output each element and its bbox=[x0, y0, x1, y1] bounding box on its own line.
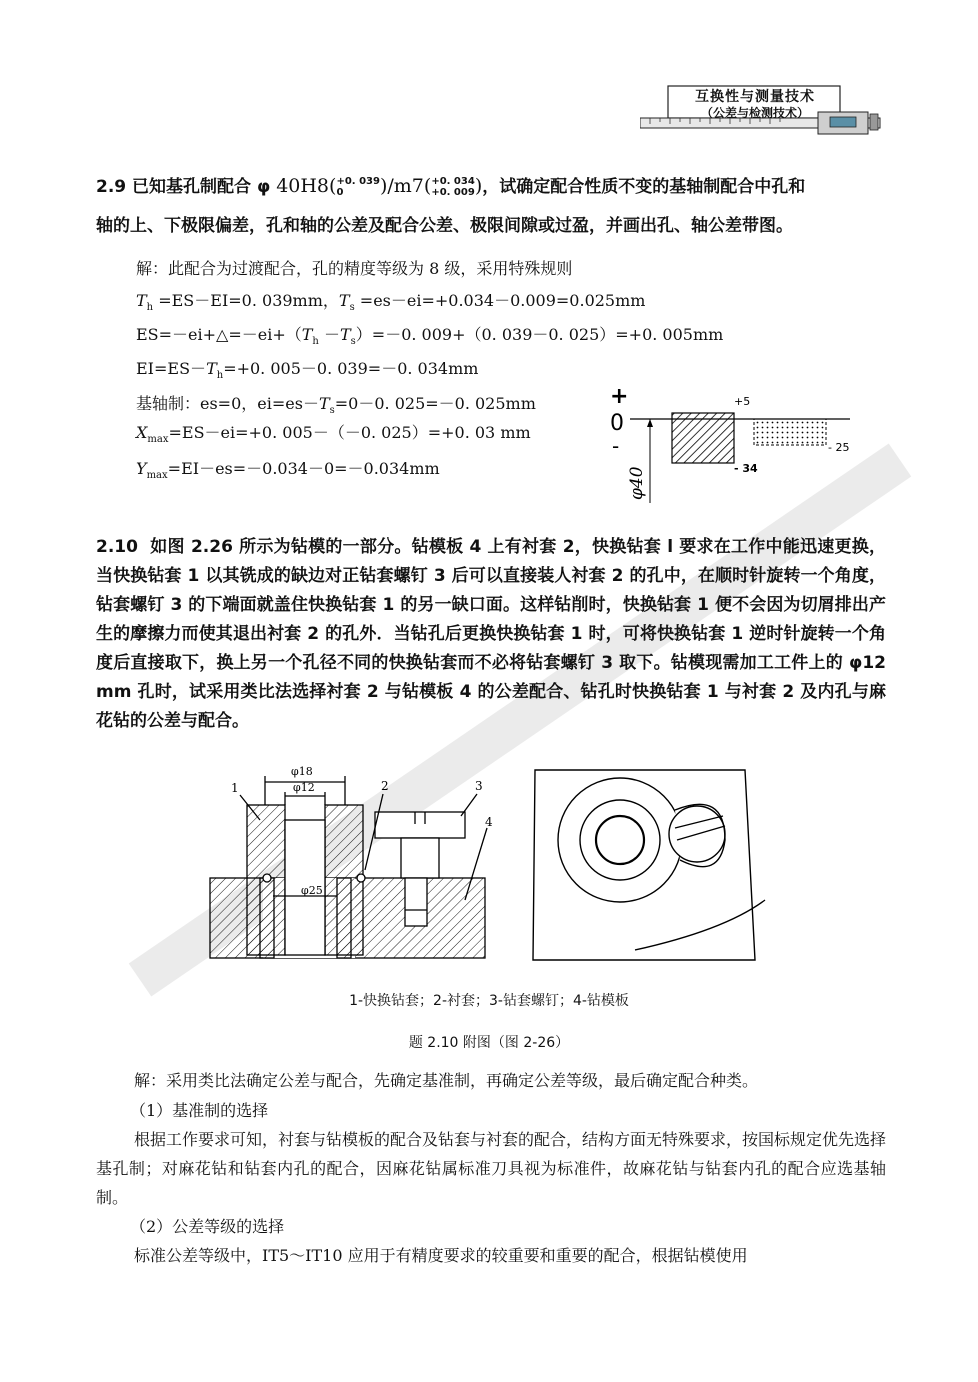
header-subtitle: （公差与检测技术） bbox=[700, 106, 809, 120]
minus-sign: - bbox=[612, 434, 620, 458]
screw-shank bbox=[405, 878, 427, 926]
paragraph-tolerance-grade: 标准公差等级中，IT5～IT10 应用于有精度要求的较重要和重要的配合，根据钻模使用 bbox=[134, 1246, 748, 1265]
solution-line-5: 基轴制：es=0，$ei=es-T_s=0-0$. 025=－0. 025mm bbox=[136, 394, 536, 417]
figure-legend: 1-快换钻套；2-衬套；3-钻套螺钉；4-钻模板 bbox=[349, 993, 629, 1009]
label-2: 2 bbox=[381, 779, 389, 793]
label-3: 3 bbox=[475, 779, 483, 793]
solution-line-2: $T_h =ES-EI=0$. 039mm，$T_s =es-ei=+0.034-0.009=0.025mm$ bbox=[136, 291, 646, 314]
solution-line-3: $ES=-ei+\triangle=-ei+(T_h -T_s)=-0$. 009+（0. 039－0. 025）=+0. 005mm bbox=[136, 325, 724, 348]
tolerance-zone-diagram bbox=[600, 385, 860, 505]
solution-line-6: $X_{max}=ES-ei=+0$. 005－（－0. 025）=+0. 03 mm bbox=[136, 423, 531, 446]
shaft-lower-label: - 25 bbox=[828, 441, 850, 454]
question-prefix: 已知基孔制配合 φ bbox=[132, 177, 271, 197]
dim-phi18: φ18 bbox=[291, 765, 313, 778]
plus-sign: + bbox=[610, 385, 629, 409]
header-logo bbox=[640, 84, 890, 138]
solution-line-4: $EI=ES-T_h=+0$. 005－0. 039=－0. 034mm bbox=[136, 359, 479, 382]
paragraph-basis-system: 根据工作要求可知，衬套与钻模板的配合及钻套与衬套的配合，结构方面无特殊要求，按国标规定优先选择基孔制；对麻花钻和钻套内孔的配合，因麻花钻属标准刀具视为标准件，故麻花钻与钻套内孔的配合应选基轴制。 bbox=[96, 1130, 887, 1207]
solution-2-10-intro: 解：采用类比法确定公差与配合，先确定基准制，再确定公差等级，最后确定配合种类。 bbox=[134, 1071, 759, 1090]
solution-line-7: $Y_{max}=EI-es=-0.034-0=-0.034mm$ bbox=[136, 459, 440, 482]
label-4: 4 bbox=[485, 815, 493, 829]
question-2-9-line2: 轴的上、下极限偏差，孔和轴的公差及配合公差、极限间隙或过盈，并画出孔、轴公差带图。 bbox=[96, 216, 793, 236]
question-2-9: 2.9 已知基孔制配合 φ 40H8(+0. 039 0 )/m7(+0. 034 +0. 009)，试确定配合性质不变的基轴制配合中孔和 bbox=[96, 175, 806, 198]
hole-deviation: +0. 039 0 bbox=[336, 176, 380, 198]
section-heading-2: （2）公差等级的选择 bbox=[130, 1217, 285, 1236]
plate-outline bbox=[533, 770, 755, 960]
hole-lower-label: - 34 bbox=[734, 462, 758, 475]
section-heading-1: （1）基准制的选择 bbox=[130, 1101, 269, 1120]
question-2-10: 2.10 如图 2.26 所示为钻模的一部分。钻模板 4 上有衬套 2，快换钻套 l 要求在工作中能迅速更换，当快换钻套 1 以其铣成的缺边对正钻套螺钉 3 后可以直接装人衬套 2 的孔中，在顺时针旋转一个角度，钻套螺钉 3 的下端面就盖住快换钻套 1 的另一缺口面。这样钻削时，快换钻套 1 便不会因为切屑排出产生的摩擦力而使其退出衬套 2 的孔外．当钻孔后更换快换钻套 1 时，可将快换钻套 1 逆时针旋转一个角度后直接取下，换上另一个孔径不同的快换钻套而不必将钻套螺钉 3 取下。钻模现需加工工件上的 φ12 mm 孔时，试采用类比法选择衬套 2 与钻模板 4 的公差配合、钻孔时快换钻套 1 与衬套 2 及内孔与麻花钻的公差与配合。 bbox=[96, 537, 886, 731]
dim-phi25: φ25 bbox=[301, 884, 323, 897]
hole-designation: 40H8 bbox=[276, 175, 330, 197]
screw-head bbox=[375, 812, 465, 838]
header-title: 互换性与测量技术 bbox=[695, 89, 815, 105]
upper-deviation-label: +5 bbox=[734, 395, 751, 408]
zero-line-label: 0 bbox=[610, 411, 624, 436]
figure-caption: 题 2.10 附图（图 2-26） bbox=[408, 1035, 570, 1051]
shaft-deviation: +0. 034 +0. 009 bbox=[431, 176, 475, 198]
dim-phi12: φ12 bbox=[293, 781, 315, 794]
shaft-tolerance-zone bbox=[754, 419, 826, 445]
hole-tolerance-zone bbox=[672, 413, 734, 463]
shaft-designation: m7 bbox=[393, 175, 424, 197]
diameter-label: φ40 bbox=[627, 466, 647, 500]
solution-line-1: 解：此配合为过渡配合，孔的精度等级为 8 级，采用特殊规则 bbox=[136, 259, 573, 278]
drill-jig-figure bbox=[205, 760, 785, 970]
question-suffix: ，试确定配合性质不变的基轴制配合中孔和 bbox=[482, 177, 806, 197]
bushing-outer bbox=[558, 778, 682, 902]
label-1: 1 bbox=[231, 781, 239, 795]
question-label: 2.9 bbox=[96, 177, 127, 197]
